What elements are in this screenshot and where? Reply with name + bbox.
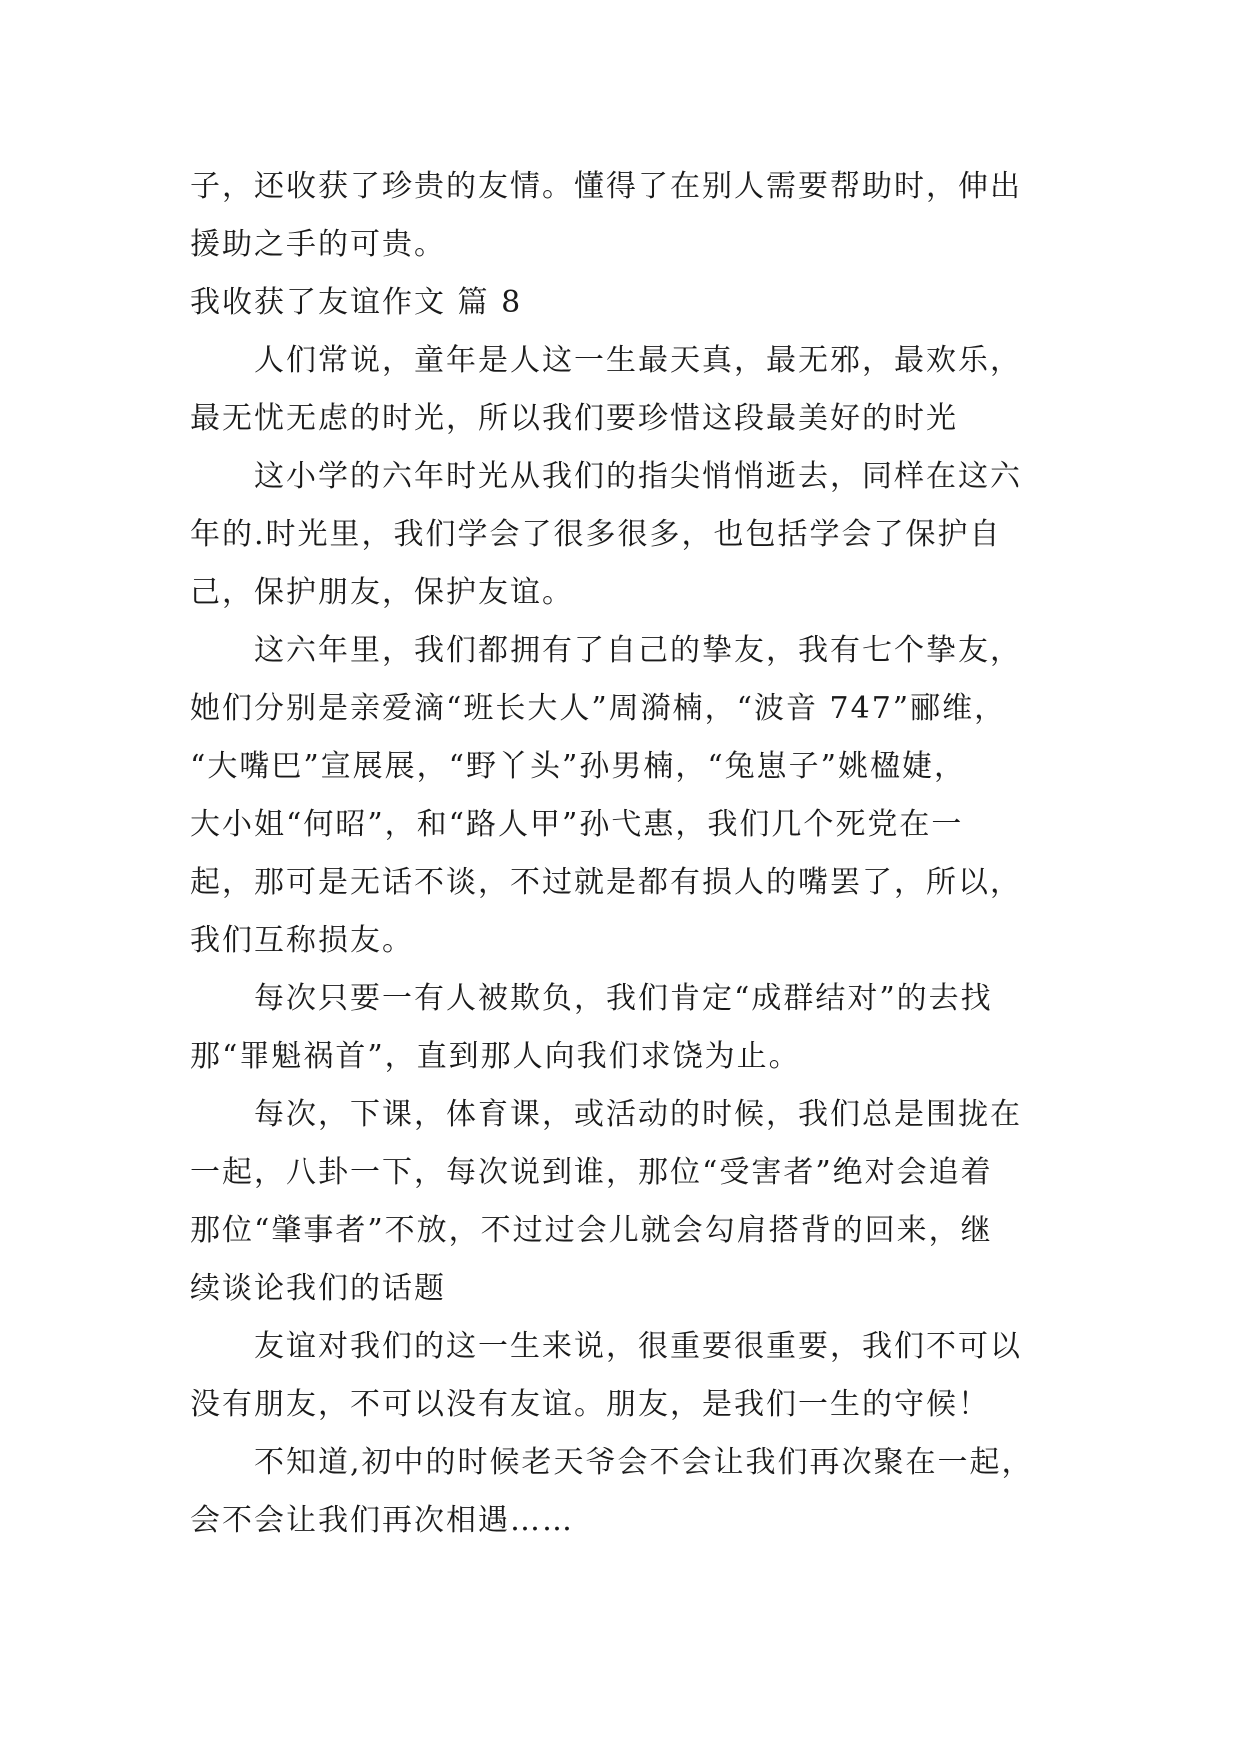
text-line: 最无忧无虑的时光，所以我们要珍惜这段最美好的时光: [190, 401, 958, 436]
text-line: 一起，八卦一下，每次说到谁，那位“受害者”绝对会追着: [190, 1155, 993, 1190]
text-line: 我们互称损友。: [190, 923, 414, 958]
text-line: 会不会让我们再次相遇……: [190, 1503, 574, 1538]
paragraph-first-line: 友谊对我们的这一生来说，很重要很重要，我们不可以: [254, 1329, 1022, 1364]
text-line: 那“罪魁祸首”，直到那人向我们求饶为止。: [190, 1039, 801, 1074]
text-line: 大小姐“何昭”，和“路人甲”孙弋惠，我们几个死党在一: [190, 807, 964, 842]
text-line: 续谈论我们的话题: [190, 1271, 446, 1306]
document-body: [190, 158, 1070, 1550]
paragraph-first-line: 这小学的六年时光从我们的指尖悄悄逝去，同样在这六: [254, 459, 1022, 494]
text-line: 子，还收获了珍贵的友情。懂得了在别人需要帮助时，伸出: [190, 169, 1022, 204]
text-line: 她们分别是亲爱滴“班长大人”周漪楠，“波音 747”郦维，: [190, 691, 1007, 726]
text-line: 己，保护朋友，保护友谊。: [190, 575, 574, 610]
text-line: 那位“肇事者”不放，不过过会儿就会勾肩搭背的回来，继: [190, 1213, 993, 1248]
paragraph-first-line: 每次，下课，体育课，或活动的时候，我们总是围拢在: [254, 1097, 1022, 1132]
text-line: 援助之手的可贵。: [190, 227, 446, 262]
paragraph-first-line: 每次只要一有人被欺负，我们肯定“成群结对”的去找: [254, 981, 993, 1016]
paragraph-first-line: 人们常说，童年是人这一生最天真，最无邪，最欢乐，: [254, 343, 1022, 378]
paragraph-first-line: 不知道,初中的时候老天爷会不会让我们再次聚在一起，: [254, 1445, 1034, 1480]
section-heading: 我收获了友谊作文 篇 8: [190, 285, 523, 320]
paragraph-first-line: 这六年里，我们都拥有了自己的挚友，我有七个挚友，: [254, 633, 1022, 668]
text-line: 起，那可是无话不谈，不过就是都有损人的嘴罢了，所以，: [190, 865, 1022, 900]
text-line: 年的.时光里，我们学会了很多很多，也包括学会了保护自: [190, 517, 1002, 552]
text-line: “大嘴巴”宣展展，“野丫头”孙男楠，“兔崽子”姚楹婕，: [190, 749, 967, 784]
text-line: 没有朋友，不可以没有友谊。朋友，是我们一生的守候！: [190, 1387, 990, 1422]
